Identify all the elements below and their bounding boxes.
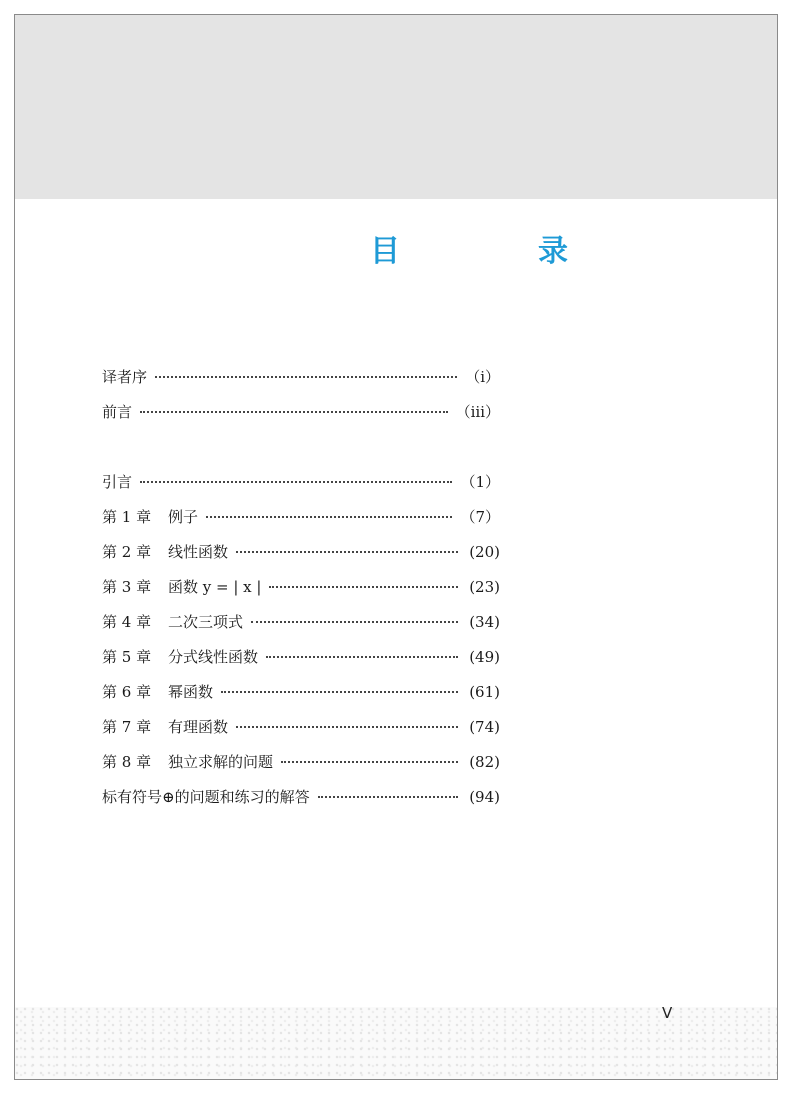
dot-leader — [140, 481, 452, 483]
toc-entry-name: 引言 — [102, 473, 133, 491]
toc-entry-name: 标有符号⊕的问题和练习的解答 — [102, 788, 310, 806]
toc-entry-page: (34) — [469, 613, 500, 631]
toc-entry-name: 有理函数 — [168, 718, 229, 736]
toc-entry-name: 译者序 — [102, 368, 148, 386]
dot-leader — [318, 796, 458, 798]
page-number: V — [662, 1004, 673, 1022]
toc-entry-page: (61) — [469, 683, 500, 701]
toc-entry-name: 二次三项式 — [168, 613, 244, 631]
toc-entry-chapter-2[interactable] — [102, 535, 500, 570]
toc-entry-page: （ⅲ） — [455, 403, 500, 421]
table-of-contents — [102, 360, 500, 815]
toc-entry-name: 线性函数 — [168, 543, 229, 561]
toc-chapter-number: 第 2 章 — [102, 543, 152, 561]
toc-entry-name: 例子 — [168, 508, 199, 526]
toc-entry-page: (94) — [469, 788, 500, 806]
toc-entry-chapter-3[interactable] — [102, 570, 500, 605]
toc-entry-page: (23) — [469, 578, 500, 596]
toc-chapter-number: 第 7 章 — [102, 718, 152, 736]
toc-entry-page: (20) — [469, 543, 500, 561]
toc-entry-name: 函数 y = | x | — [168, 578, 262, 596]
section-gap — [102, 430, 500, 465]
toc-entry-page: （1） — [460, 473, 500, 491]
toc-entry-chapter-7[interactable] — [102, 710, 500, 745]
toc-entry-page: （ⅰ） — [465, 368, 500, 386]
header-band — [15, 15, 777, 199]
toc-entry-chapter-8[interactable] — [102, 745, 500, 780]
toc-chapter-number: 第 3 章 — [102, 578, 152, 596]
toc-chapter-number: 第 4 章 — [102, 613, 152, 631]
dot-leader — [140, 411, 448, 413]
toc-chapter-number: 第 8 章 — [102, 753, 152, 771]
toc-entry-chapter-5[interactable] — [102, 640, 500, 675]
toc-entry-chapter-1[interactable] — [102, 500, 500, 535]
toc-chapter-number: 第 6 章 — [102, 683, 152, 701]
toc-chapter-number: 第 5 章 — [102, 648, 152, 666]
toc-entry-page: (82) — [469, 753, 500, 771]
toc-entry-page: （7） — [460, 508, 500, 526]
dot-leader — [206, 516, 452, 518]
dot-leader — [281, 761, 458, 763]
toc-entry-name: 分式线性函数 — [168, 648, 259, 666]
toc-entry-page: (49) — [469, 648, 500, 666]
page-title: 目 录 — [370, 234, 622, 269]
toc-entry-name: 独立求解的问题 — [168, 753, 274, 771]
toc-entry-name: 前言 — [102, 403, 133, 421]
dot-leader — [269, 586, 458, 588]
toc-entry-translator-preface[interactable] — [102, 360, 500, 395]
toc-entry-chapter-6[interactable] — [102, 675, 500, 710]
toc-entry-chapter-4[interactable] — [102, 605, 500, 640]
dot-leader — [221, 691, 458, 693]
toc-entry-solutions[interactable] — [102, 780, 500, 815]
toc-entry-name: 幂函数 — [168, 683, 214, 701]
dot-leader — [236, 726, 458, 728]
dot-leader — [266, 656, 458, 658]
dot-leader — [251, 621, 458, 623]
toc-entry-preface[interactable] — [102, 395, 500, 430]
toc-entry-introduction[interactable] — [102, 465, 500, 500]
dot-leader — [236, 551, 458, 553]
toc-chapter-number: 第 1 章 — [102, 508, 152, 526]
dot-leader — [155, 376, 457, 378]
toc-entry-page: (74) — [469, 718, 500, 736]
